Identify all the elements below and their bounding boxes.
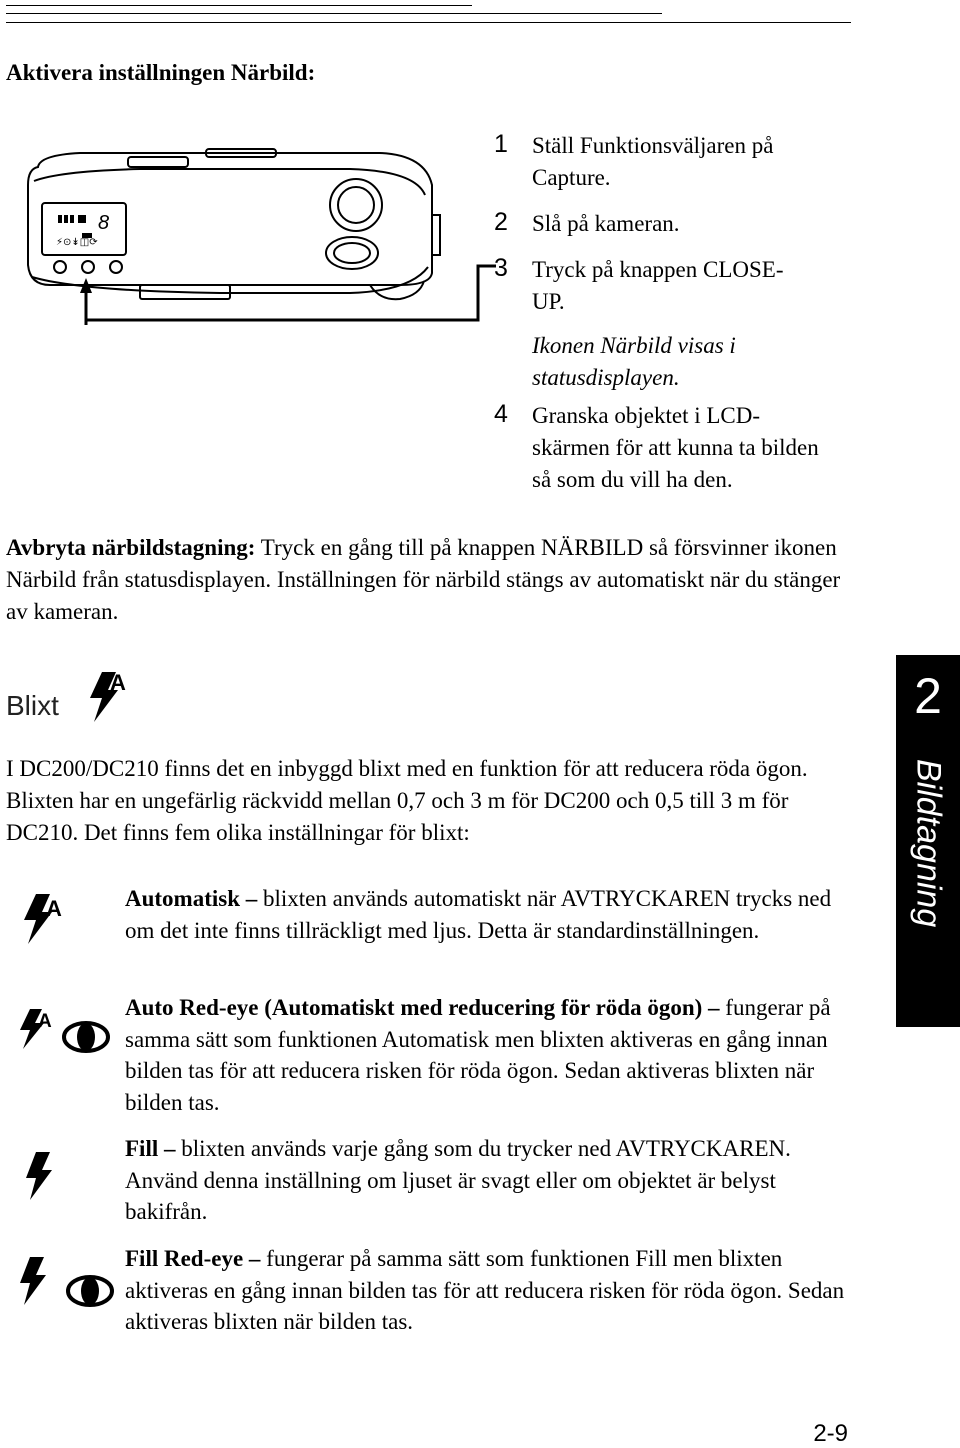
chapter-tab <box>896 655 960 1027</box>
step-4 <box>494 398 834 496</box>
page-number: 2-9 <box>813 1420 848 1447</box>
step-number: 2 <box>494 208 508 236</box>
cancel-label: Avbryta närbildstagning: <box>6 535 256 560</box>
option-automatic <box>125 883 845 946</box>
flash-fill-redeye-icon <box>18 1255 118 1307</box>
step-text: Slå på kameran. <box>532 211 680 236</box>
header-rule-2 <box>6 13 662 14</box>
cancel-paragraph <box>6 532 856 628</box>
steps-list <box>494 128 834 496</box>
section-heading: Aktivera inställningen Närbild: <box>6 60 316 85</box>
blixt-title: Blixt <box>6 690 59 721</box>
option-name: Fill Red-eye – <box>125 1246 261 1271</box>
chapter-number: 2 <box>914 668 942 724</box>
svg-text:8: 8 <box>98 212 110 234</box>
step-number: 4 <box>494 400 508 428</box>
step-number: 1 <box>494 130 508 158</box>
step-1 <box>494 128 834 194</box>
option-name: Auto Red-eye (Automatiskt med reducering för röda ögon) – <box>125 995 720 1020</box>
step-text: Tryck på knappen CLOSE-UP. <box>532 257 784 314</box>
step-number: 3 <box>494 254 508 282</box>
option-fill <box>125 1133 845 1228</box>
option-name: Fill – <box>125 1136 176 1161</box>
svg-text:⚡⊙↡◫⟳: ⚡⊙↡◫⟳ <box>56 237 98 248</box>
callout-line <box>80 260 500 330</box>
step-text: Ställ Funktionsväljaren på Capture. <box>532 133 774 190</box>
option-desc: fungerar på samma sätt som funktionen Fill men blixten aktiveras en gång innan bilden tas för att reducera risken för röda ögon. Sedan aktiveras blixten när bilden tas. <box>125 1246 845 1334</box>
option-desc: blixten används automatiskt när AVTRYCKAREN trycks ned om det inte finns tillräckligt med ljus. Detta är standardinställningen. <box>125 886 832 943</box>
option-auto-redeye <box>125 992 845 1118</box>
cancel-text: Tryck en gång till på knappen NÄRBILD så försvinner ikonen Närbild från statusdisplayen. Inställningen för närbild stängs av automatiskt när du stänger av kameran. <box>6 535 841 624</box>
header-rule-3 <box>6 22 851 23</box>
step-2 <box>494 206 834 240</box>
option-fill-redeye <box>125 1243 845 1338</box>
option-name: Automatisk – <box>125 886 258 911</box>
flash-auto-redeye-icon <box>18 1005 114 1055</box>
chapter-label: Bildtagning <box>909 759 948 928</box>
svg-text:A: A <box>38 1011 52 1032</box>
header-rule-1 <box>6 5 472 6</box>
svg-text:A: A <box>46 896 62 921</box>
flash-fill-icon <box>24 1150 64 1202</box>
step-3 <box>494 252 834 318</box>
step-3-note: Ikonen Närbild visas i statusdisplayen. <box>532 333 736 390</box>
flash-auto-icon <box>86 668 136 724</box>
flash-auto-icon <box>22 890 70 946</box>
blixt-intro: I DC200/DC210 finns det en inbyggd blixt med en funktion för att reducera röda ögon. Blixten har en ungefärlig räckvidd mellan 0,7 och 3 m för DC200 och 0,5 till 3 m för DC210. Det finns fem olika inställningar för blixt: <box>6 756 808 845</box>
svg-text:A: A <box>110 670 126 695</box>
option-desc: fungerar på samma sätt som funktionen Automatisk men blixten aktiveras en gång innan bilden tas för att reducera risken för röda ögon. Sedan aktiveras blixten när bilden tas. <box>125 995 831 1115</box>
option-desc: blixten används varje gång som du trycker ned AVTRYCKAREN. Använd denna inställning om ljuset är svagt eller om objektet är belyst bakifrån. <box>125 1136 791 1224</box>
step-text: Granska objektet i LCD-skärmen för att kunna ta bilden så som du vill ha den. <box>532 403 819 492</box>
